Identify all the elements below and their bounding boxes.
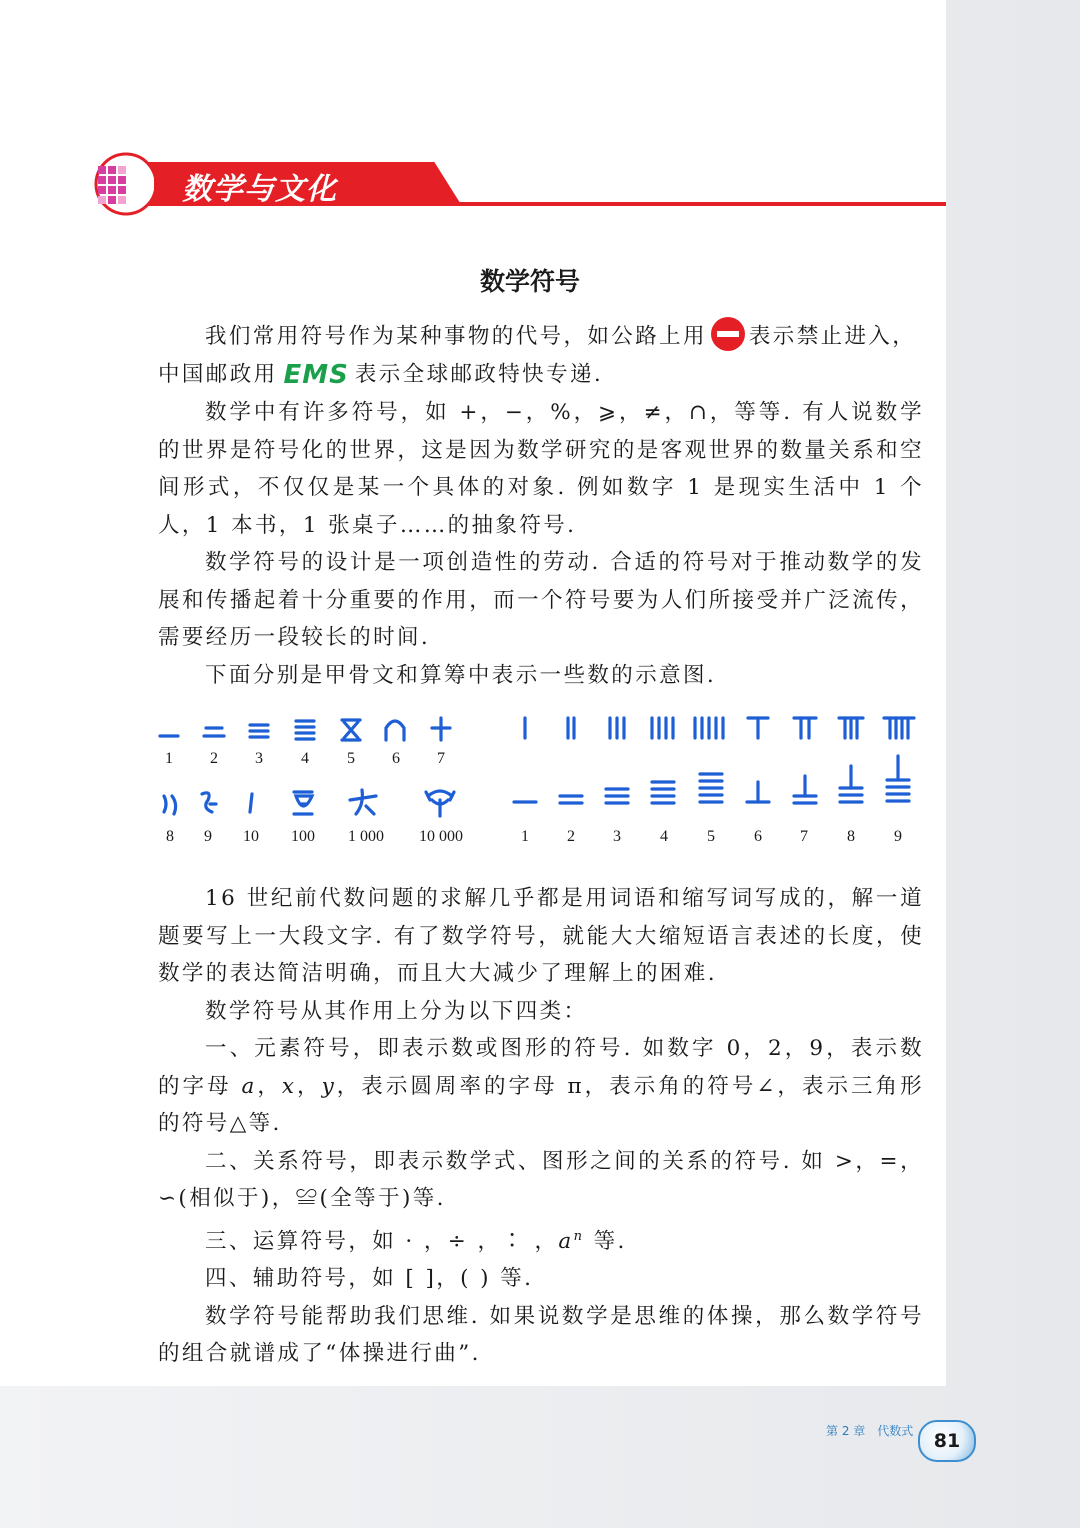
paragraph-7-text-a: 一、元素符号，即表示数或图形的符号. 如数字 0，2，9，表示数的字母 [158,1036,924,1099]
rod-label-1: 1 [521,828,529,845]
paragraph-9-text-a: 三、运算符号，如 · ，÷ ，∶ ， [205,1228,559,1254]
oracle-label-4: 4 [301,750,309,767]
oracle-2-glyph [204,728,224,736]
oracle-label-1: 1 [165,750,173,767]
paragraph-1-text-a: 我们常用符号作为某种事物的代号，如公路上用 [205,324,707,349]
oracle-9-glyph [202,793,216,812]
oracle-label-2: 2 [210,750,218,767]
paragraph-9 [158,1218,924,1261]
rod-top-7-glyph [794,718,816,738]
rod-label-5: 5 [707,828,715,845]
oracle-label-100: 100 [291,828,315,845]
oracle-label-7: 7 [437,750,445,767]
oracle-4-glyph [296,721,314,739]
paragraph-1 [158,317,924,356]
oracle-label-6: 6 [392,750,400,767]
paragraph-2: 数学中有许多符号，如 +，−，%，⩾，≠，∩，等等. 有人说数学的世界是符号化的世界，这是因为数学研究的是客观世界的数量关系和空间形式，不仅仅是某一个具体的对象. 例如数字 1 是现实生活中 1 个人，1 本书，1 张桌子……的抽象符号. [158,400,924,538]
paragraph-3: 数学符号的设计是一项创造性的劳动. 合适的符号对于推动数学的发展和传播起着十分重要的作用，而一个符号要为人们所接受并广泛流传，需要经历一段较长的时间. [158,550,924,650]
rod-top-5-glyph [695,718,723,738]
cube-logo-icon [90,152,154,216]
section-banner [90,150,946,210]
paragraph-7-text-b: ，表示圆周率的字母 π，表示角的符号∠，表示三角形的符号△等. [158,1073,924,1136]
rod-top-4-glyph [652,718,673,738]
rod-bottom-8-glyph [840,766,862,802]
rod-top-9-glyph [884,718,914,738]
oracle-10000-glyph [426,791,454,816]
paragraph-4: 下面分别是甲骨文和算筹中表示一些数的示意图. [205,662,717,688]
paragraph-7-sep-1: ， [256,1073,282,1099]
oracle-5-glyph [342,720,360,740]
oracle-label-10: 10 [243,828,259,845]
rod-bottom-6-glyph [747,782,769,802]
rod-bottom-9-glyph [887,756,909,801]
rod-label-2: 2 [567,828,575,845]
rod-top-8-glyph [839,718,863,738]
intro-text [158,317,924,694]
oracle-label-8: 8 [166,828,174,845]
power-base: a [558,1228,574,1254]
paragraph-1-text-c: 中国邮政用 [158,361,278,387]
oracle-7-glyph [432,718,450,740]
oracle-100-glyph [294,792,312,814]
var-y: y [321,1073,337,1099]
paragraph-9-text-b: 等. [584,1228,627,1254]
power-exponent: n [573,1228,585,1244]
banner-title: 数学与文化 [182,172,337,207]
oracle-1000-glyph [350,790,376,814]
oracle-label-10000: 10 000 [419,828,463,845]
rod-top-6-glyph [748,718,768,738]
rod-label-3: 3 [613,828,621,845]
paragraph-1-text-b: 表示禁止进入， [748,324,917,349]
var-x: x [281,1073,297,1099]
oracle-6-glyph [386,721,404,740]
oracle-10-glyph [250,794,252,812]
rod-label-6: 6 [754,828,762,845]
paragraph-10: 四、辅助符号，如 [ ]，( ) 等. [205,1266,534,1292]
oracle-label-5: 5 [347,750,355,767]
paragraph-1-line-2 [158,356,924,395]
paragraph-8: 二、关系符号，即表示数学式、图形之间的关系的符号. 如 >，=，∽(相似于)，≌(全等于)等. [158,1148,924,1211]
no-entry-sign-icon [711,317,745,351]
paragraph-5: 16 世纪前代数问题的求解几乎都是用词语和缩写词写成的，解一道题要写上一大段文字. 有了数学符号，就能大大缩短语言表述的长度，使数学的表达简洁明确，而且大大减少了理解上的困难. [158,886,924,986]
oracle-8-glyph [164,796,176,814]
rod-bottom-3-glyph [606,789,628,803]
paragraph-7 [158,1030,924,1143]
rod-bottom-7-glyph [794,776,816,803]
body-text [158,880,924,1373]
rod-label-4: 4 [660,828,668,845]
paragraph-7-sep-2: ， [296,1073,322,1099]
oracle-label-3: 3 [255,750,263,767]
paragraph-6: 数学符号从其作用上分为以下四类： [205,998,588,1024]
numeral-figure [150,700,930,860]
rod-bottom-2-glyph [560,796,582,803]
var-a: a [241,1073,257,1099]
rod-bottom-4-glyph [652,782,674,803]
oracle-label-1000: 1 000 [348,828,384,845]
rod-label-7: 7 [800,828,808,845]
chapter-footer: 第 2 章 代数式 [826,1424,914,1438]
ems-logo-icon: EMS [283,359,349,390]
article-title: 数学符号 [479,267,580,296]
rod-bottom-5-glyph [700,774,722,802]
oracle-3-glyph [250,725,268,737]
paragraph-11: 数学符号能帮助我们思维. 如果说数学是思维的体操，那么数学符号的组合就谱成了“体操进行曲”. [158,1303,924,1367]
paragraph-1-text-d: 表示全球邮政特快专递. [354,361,604,387]
oracle-label-9: 9 [204,828,212,845]
rod-top-3-glyph [610,718,624,738]
rod-label-9: 9 [894,828,902,845]
rod-label-8: 8 [847,828,855,845]
page-number: 81 [918,1420,976,1462]
rod-top-2-glyph [568,718,574,738]
